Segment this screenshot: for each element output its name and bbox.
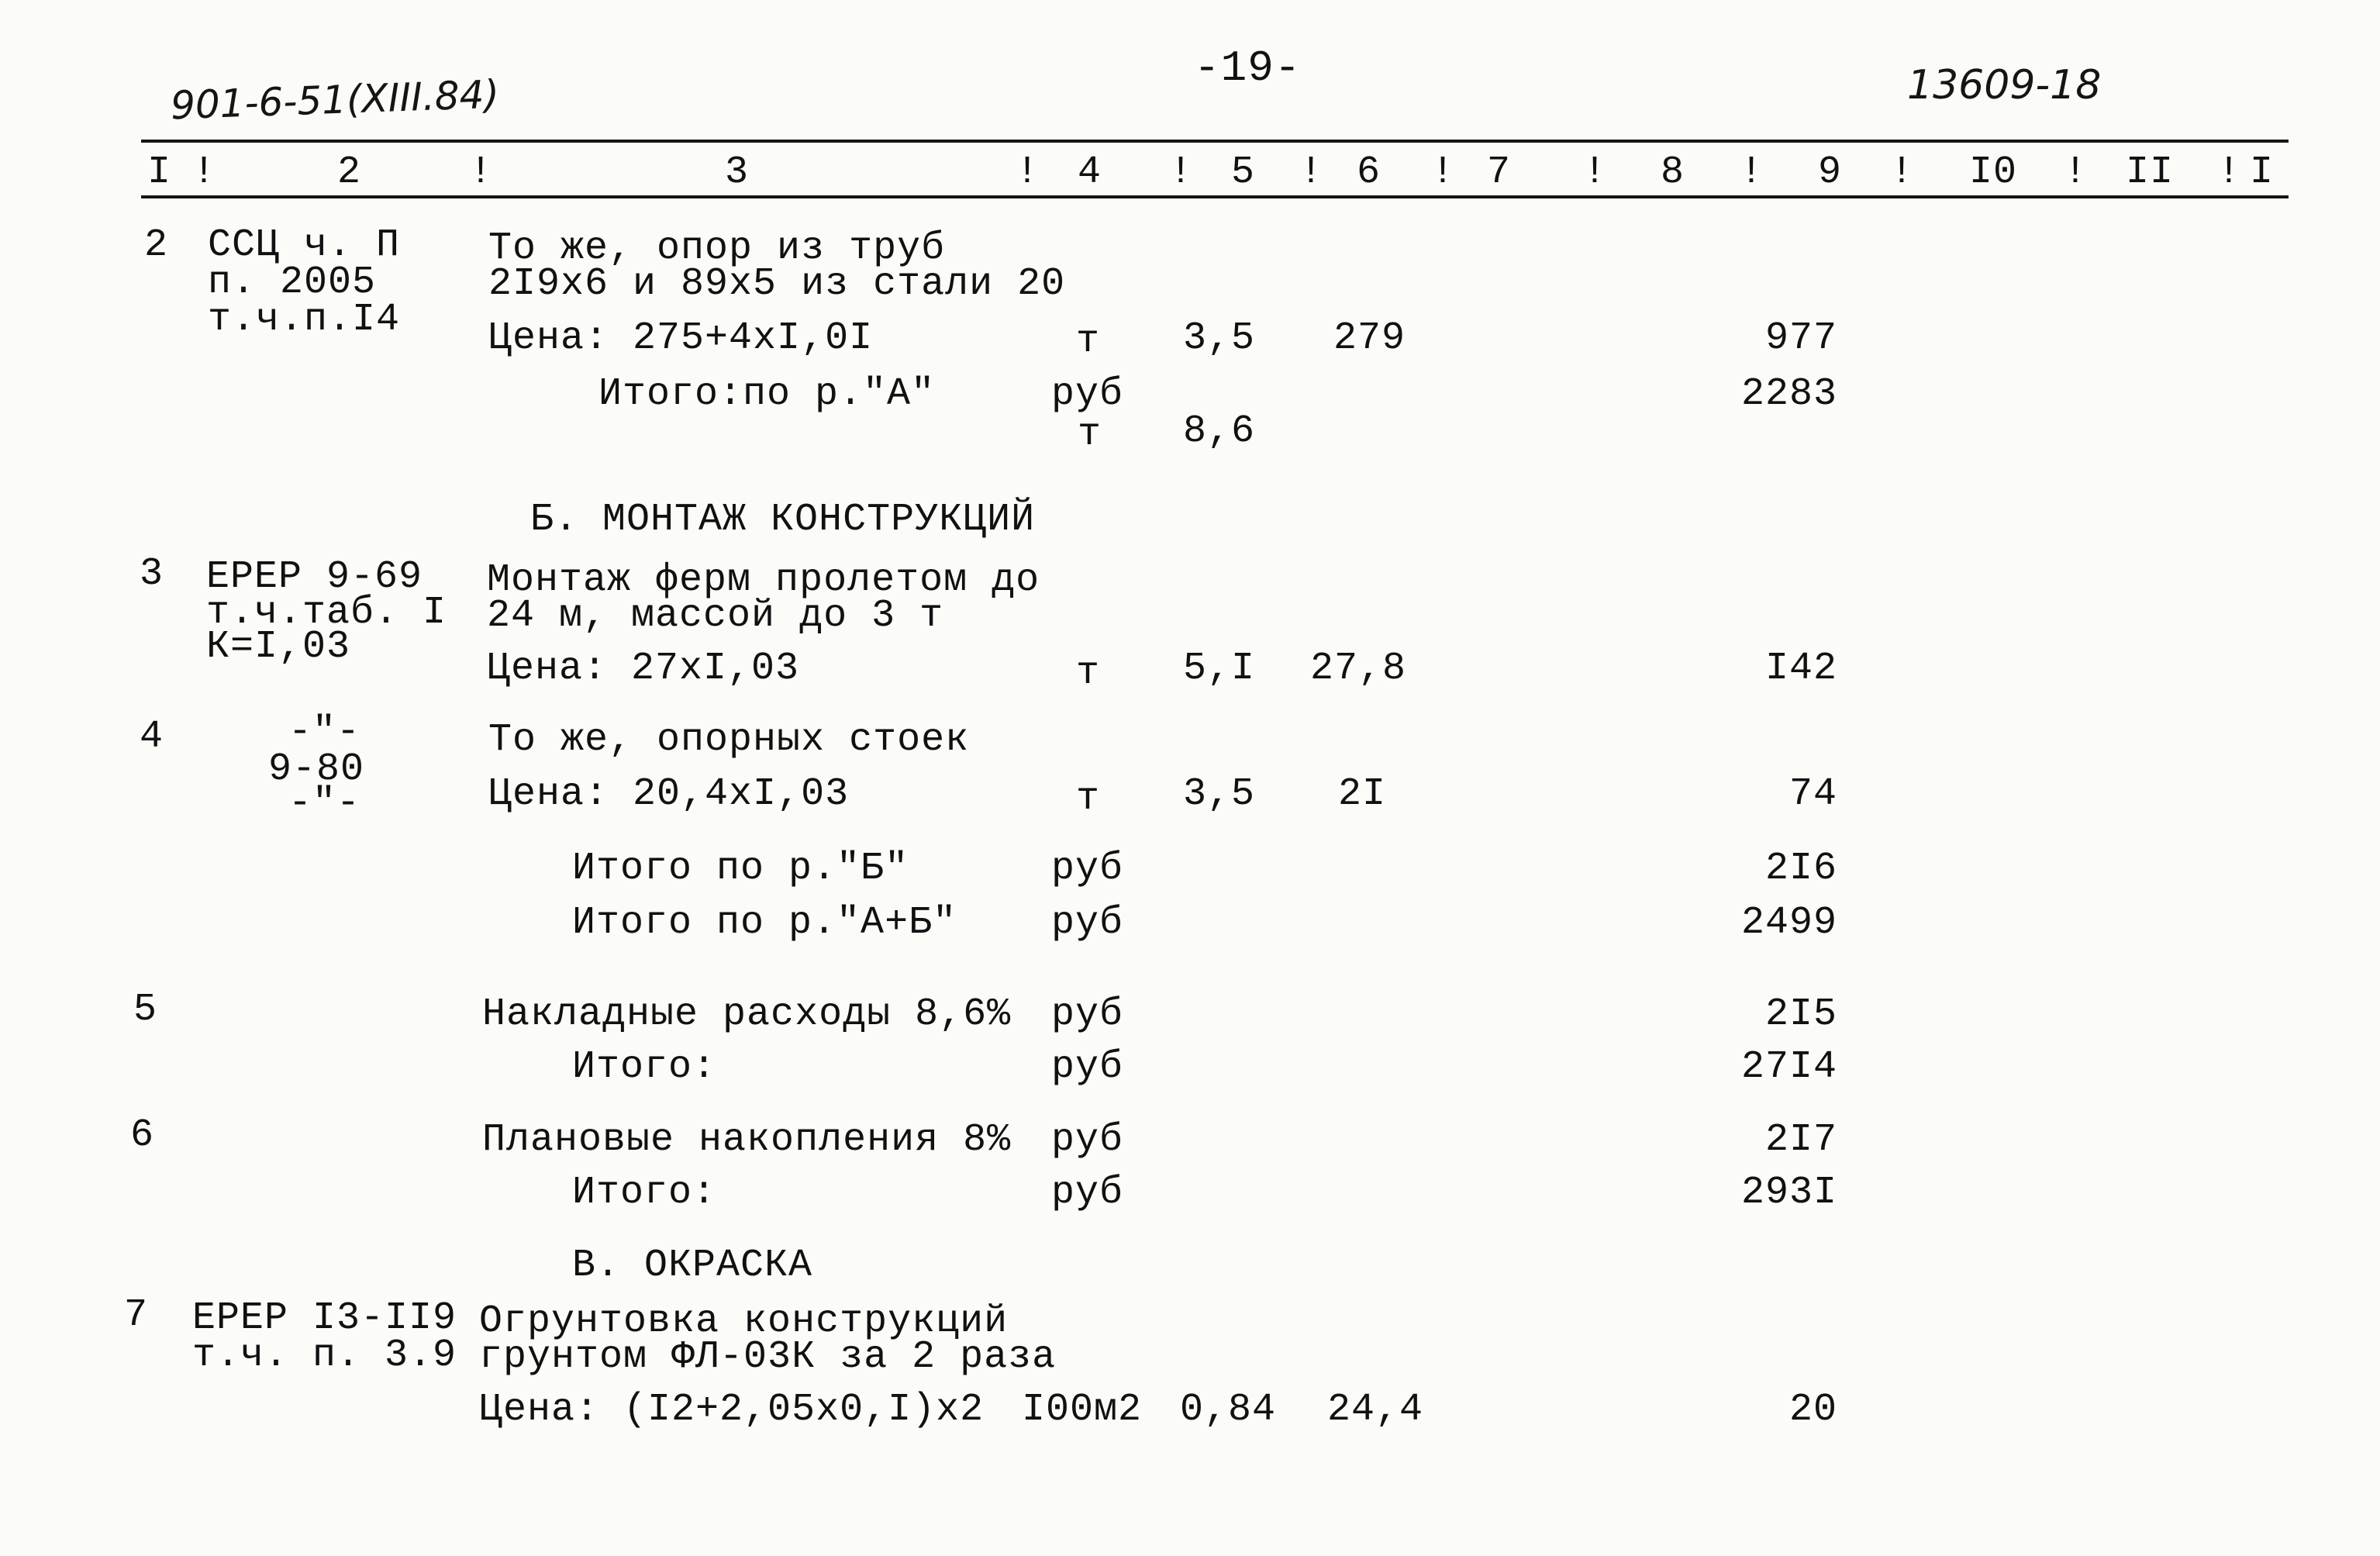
- row-description: Монтаж ферм пролетом до: [487, 558, 1040, 602]
- unit: руб: [1051, 372, 1124, 416]
- total-amount: 2499: [1740, 901, 1837, 945]
- row-basis: ЕРЕР 9-69: [206, 555, 423, 599]
- column-header-9: 9: [1818, 150, 1843, 195]
- unit: руб: [1051, 1045, 1124, 1089]
- quantity: 3,5: [1183, 772, 1256, 816]
- quantity: 5,I: [1183, 647, 1256, 691]
- column-header-6: 6: [1357, 150, 1381, 195]
- row-number: 4: [140, 715, 164, 759]
- column-header-7: 7: [1487, 150, 1512, 195]
- column-header-8: 8: [1661, 150, 1685, 195]
- column-separator: !: [1583, 150, 1608, 195]
- total-amount: 293I: [1740, 1171, 1837, 1215]
- subtotal-label: Итого по р."А+Б": [572, 901, 957, 945]
- itogo-label: Итого:: [572, 1045, 717, 1089]
- column-separator: !: [2064, 150, 2089, 195]
- price-formula: Цена: 20,4хI,03: [488, 772, 850, 816]
- row-description: Плановые накопления 8%: [482, 1118, 1012, 1162]
- total-amount: 2I7: [1764, 1118, 1837, 1162]
- column-header-1: I: [147, 150, 172, 195]
- sheet-code: 13609-18: [1907, 62, 2102, 109]
- page-number: -19-: [1194, 43, 1302, 93]
- total-amount: 2283: [1740, 372, 1837, 416]
- column-header-3: 3: [725, 150, 750, 195]
- unit: т: [1076, 651, 1101, 695]
- total-amount: 20: [1788, 1388, 1837, 1432]
- unit: I00м2: [1022, 1388, 1143, 1432]
- column-separator: !: [1740, 150, 1764, 195]
- price-formula: Цена: 27хI,03: [487, 647, 800, 691]
- price-formula: Цена: (I2+2,05х0,I)х2: [479, 1388, 985, 1432]
- unit: руб: [1051, 901, 1124, 945]
- column-header-10: I0: [1969, 150, 2018, 195]
- unit-price: 27,8: [1310, 647, 1407, 691]
- row-basis: т.ч.таб. I: [206, 591, 447, 635]
- row-basis: -"-: [288, 781, 361, 826]
- header-bottom-rule: [141, 195, 2289, 198]
- unit: руб: [1051, 1118, 1124, 1162]
- row-number: 3: [140, 552, 164, 596]
- column-separator: !: [1169, 150, 1194, 195]
- row-basis: К=I,03: [206, 625, 351, 669]
- column-separator: !: [469, 150, 494, 195]
- unit: руб: [1051, 1171, 1124, 1215]
- header-top-rule: [141, 140, 2289, 143]
- row-number: 2: [144, 223, 169, 267]
- column-header-2: 2: [337, 150, 362, 195]
- column-separator: !: [2217, 150, 2242, 195]
- column-separator: !: [1299, 150, 1324, 195]
- section-heading: Б. МОНТАЖ КОНСТРУКЦИЙ: [530, 498, 1036, 542]
- total-amount: 2I6: [1764, 847, 1837, 891]
- quantity: 8,6: [1183, 409, 1256, 454]
- unit: т: [1076, 777, 1101, 821]
- row-description: Накладные расходы 8,6%: [482, 992, 1012, 1037]
- row-description: То же, опорных стоек: [488, 718, 970, 762]
- column-separator: !: [192, 150, 217, 195]
- row-basis: ССЦ ч. П: [208, 223, 401, 267]
- unit: т: [1076, 319, 1101, 364]
- subtotal-label: Итого:по р."А": [598, 372, 936, 416]
- column-header-5: 5: [1231, 150, 1256, 195]
- column-header-4: 4: [1078, 150, 1102, 195]
- total-amount: 977: [1764, 316, 1837, 361]
- total-amount: 74: [1788, 772, 1837, 816]
- unit-price: 279: [1333, 316, 1406, 361]
- total-amount: 2I5: [1764, 992, 1837, 1037]
- price-formula: Цена: 275+4хI,0I: [488, 316, 874, 361]
- unit-price: 2I: [1338, 772, 1387, 816]
- row-description: Огрунтовка конструкций: [479, 1299, 1009, 1344]
- row-number: 7: [124, 1293, 149, 1337]
- unit: т: [1078, 412, 1102, 457]
- row-basis: т.ч.п.I4: [208, 298, 401, 342]
- unit: руб: [1051, 992, 1124, 1037]
- column-separator: !: [1431, 150, 1456, 195]
- total-amount: I42: [1764, 647, 1837, 691]
- row-description: 2I9х6 и 89х5 из стали 20: [488, 262, 1066, 306]
- document-code: 901-6-51(XIII.84): [170, 71, 500, 129]
- row-basis: п. 2005: [208, 260, 377, 305]
- quantity: 3,5: [1183, 316, 1256, 361]
- row-description: грунтом ФЛ-03К за 2 раза: [479, 1335, 1057, 1379]
- row-number: 5: [133, 988, 158, 1032]
- row-basis: ЕРЕР I3-II9: [192, 1296, 457, 1340]
- column-separator: !: [1016, 150, 1040, 195]
- unit: руб: [1051, 847, 1124, 891]
- quantity: 0,84: [1180, 1388, 1277, 1432]
- unit-price: 24,4: [1327, 1388, 1424, 1432]
- row-basis: 9-80: [268, 747, 365, 792]
- row-basis: -"-: [288, 710, 361, 754]
- itogo-label: Итого:: [572, 1171, 717, 1215]
- row-number: 6: [130, 1113, 155, 1158]
- subtotal-label: Итого по р."Б": [572, 847, 909, 891]
- column-separator: !: [1890, 150, 1915, 195]
- section-heading: В. ОКРАСКА: [572, 1244, 813, 1288]
- row-description: 24 м, массой до 3 т: [487, 594, 944, 638]
- row-basis: т.ч. п. 3.9: [192, 1333, 457, 1378]
- column-header-12: I: [2250, 150, 2275, 195]
- total-amount: 27I4: [1740, 1045, 1837, 1089]
- row-description: То же, опор из труб: [488, 226, 946, 271]
- column-header-11: II: [2126, 150, 2175, 195]
